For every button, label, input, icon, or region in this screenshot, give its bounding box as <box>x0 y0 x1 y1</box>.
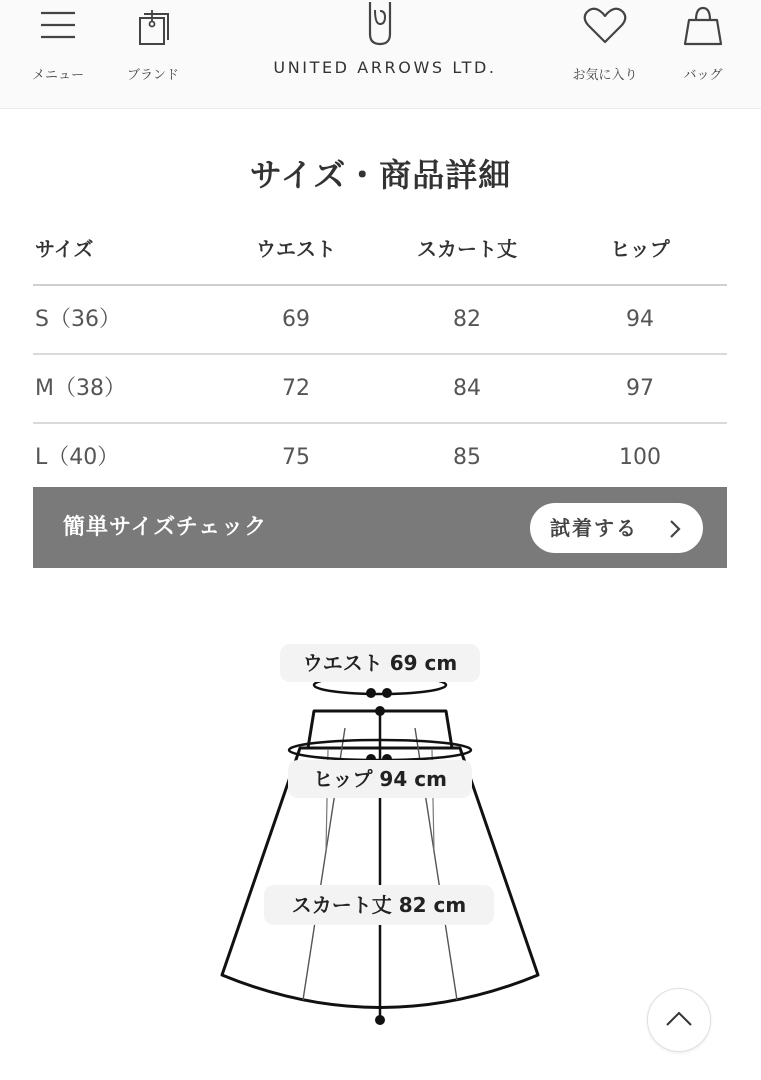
header-size: サイズ <box>35 237 94 261</box>
waist-measure-label: ウエスト 69 cm <box>280 644 480 682</box>
length-bottom-dot <box>375 1015 385 1025</box>
waist-cell: 72 <box>282 376 310 401</box>
chevron-right-icon <box>668 519 682 539</box>
tag-icon <box>131 4 175 48</box>
table-row <box>33 355 727 424</box>
header-hip: ヒップ <box>610 237 670 261</box>
size-cell: L（40） <box>35 445 120 470</box>
hamburger-icon <box>38 4 78 44</box>
skirt-length-cell: 85 <box>453 445 481 470</box>
hip-cell: 94 <box>626 307 654 332</box>
size-check-bar <box>33 487 727 568</box>
menu-label: メニュー <box>31 68 84 83</box>
table-header-row <box>33 214 727 286</box>
chevron-up-icon <box>665 1009 693 1029</box>
waist-cell: 75 <box>282 445 310 470</box>
length-top-dot <box>375 706 385 716</box>
skirt-length-cell: 84 <box>453 376 481 401</box>
shopping-bag-icon <box>681 4 725 48</box>
brand-label: ブランド <box>126 68 179 83</box>
logo-icon[interactable] <box>360 0 400 50</box>
size-table <box>33 214 727 491</box>
favorites-label: お気に入り <box>572 68 638 83</box>
skirt-size-diagram <box>0 600 761 1080</box>
header-skirt-length: スカート丈 <box>417 237 517 261</box>
site-header <box>0 0 761 109</box>
waist-dot-left <box>366 688 376 698</box>
hip-cell: 100 <box>619 445 661 470</box>
page-title: サイズ・商品詳細 <box>249 156 512 194</box>
scroll-to-top-button[interactable] <box>647 988 711 1052</box>
size-check-label: 簡単サイズチェック <box>63 515 268 540</box>
waist-dot-right <box>382 688 392 698</box>
hip-cell: 97 <box>626 376 654 401</box>
try-on-button[interactable] <box>530 503 703 553</box>
bag-label: バッグ <box>683 68 723 83</box>
length-measure-label: スカート丈 82 cm <box>264 885 494 925</box>
size-cell: M（38） <box>35 376 126 401</box>
table-row <box>33 286 727 355</box>
skirt-length-cell: 82 <box>453 307 481 332</box>
brand-logo-text[interactable]: UNITED ARROWS LTD. <box>273 58 497 77</box>
table-row <box>33 424 727 491</box>
waist-cell: 69 <box>282 307 310 332</box>
hip-measure-label: ヒップ 94 cm <box>288 760 472 798</box>
try-on-label: 試着する <box>550 516 638 540</box>
heart-icon <box>582 4 628 46</box>
header-waist: ウエスト <box>256 237 336 261</box>
size-cell: S（36） <box>35 307 121 332</box>
